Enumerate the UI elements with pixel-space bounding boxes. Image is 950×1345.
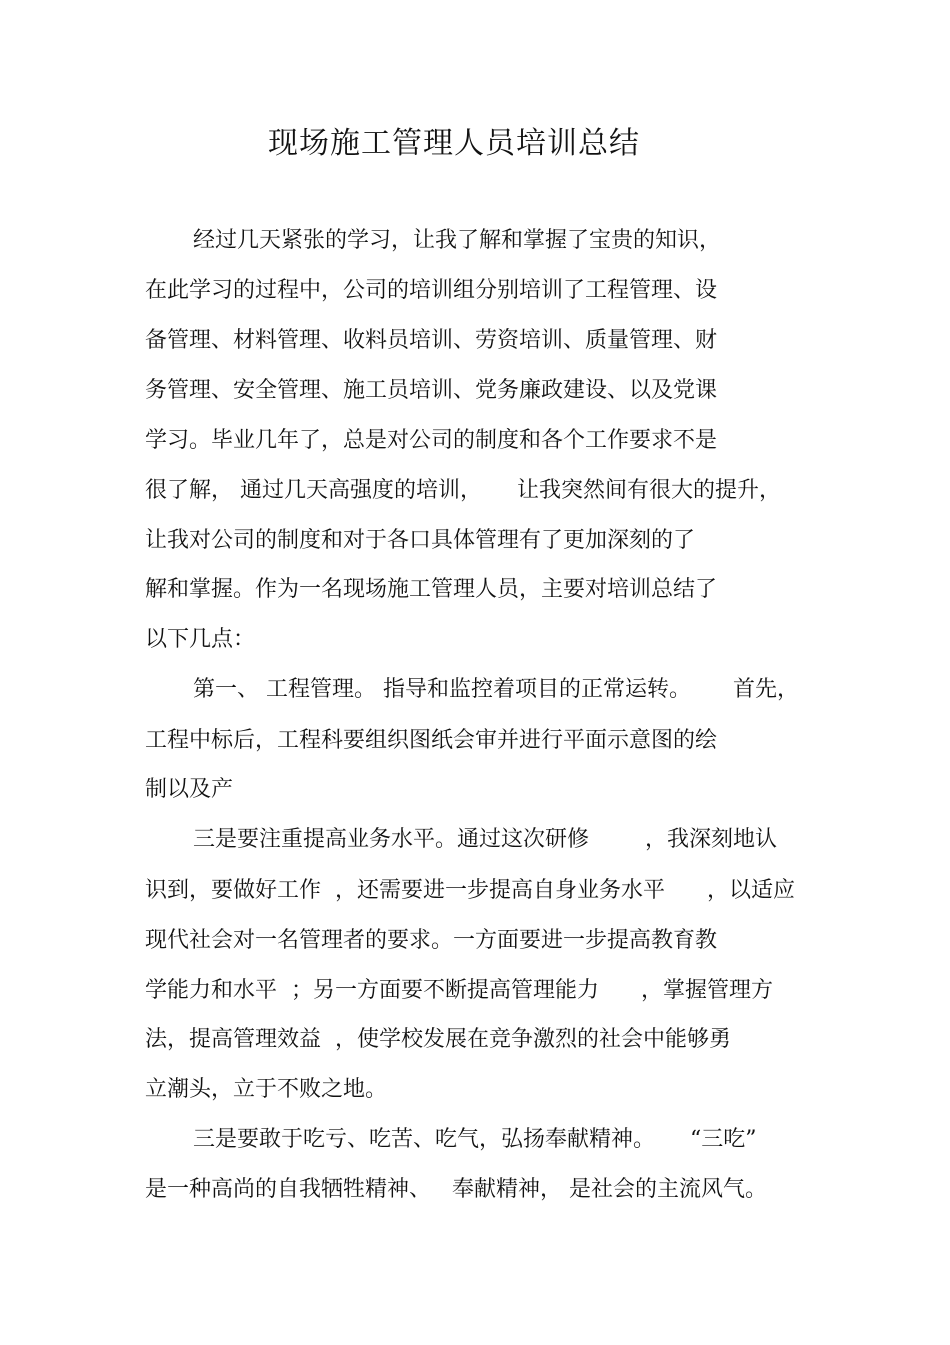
paragraph-line: 三是要注重提高业务水平。通过这次研修 ，我深刻地认: [193, 827, 777, 852]
paragraph-line: 学习。毕业几年了，总是对公司的制度和各个工作要求不是: [145, 428, 718, 453]
paragraph-line: 让我对公司的制度和对于各口具体管理有了更加深刻的了: [145, 528, 696, 553]
paragraph-line: 是一种高尚的自我牺牲精神、 奉献精神， 是社会的主流风气。: [145, 1177, 767, 1202]
paragraph-line: 在此学习的过程中，公司的培训组分别培训了工程管理、设: [145, 278, 718, 303]
paragraph-line: 工程中标后，工程科要组织图纸会审并进行平面示意图的绘: [145, 728, 718, 753]
document-title: 现场施工管理人员培训总结: [268, 126, 640, 161]
paragraph-line: 经过几天紧张的学习，让我了解和掌握了宝贵的知识，: [193, 228, 722, 253]
paragraph-line: 很了解， 通过几天高强度的培训， 让我突然间有很大的提升，: [145, 478, 781, 503]
paragraph-line: 立潮头，立于不败之地。: [145, 1077, 388, 1102]
paragraph-line: 学能力和水平 ；另一方面要不断提高管理能力 ，掌握管理方: [145, 978, 773, 1003]
paragraph-line: 以下几点：: [145, 627, 256, 652]
paragraph-line: 备管理、材料管理、收料员培训、劳资培训、质量管理、财: [145, 328, 718, 353]
paragraph-line: 制以及产: [145, 777, 234, 802]
paragraph-line: 法，提高管理效益 ，使学校发展在竞争激烈的社会中能够勇: [145, 1027, 731, 1052]
paragraph-line: 三是要敢于吃亏、吃苦、吃气，弘扬奉献精神。 “三吃”: [193, 1127, 757, 1152]
paragraph-line: 解和掌握。作为一名现场施工管理人员，主要对培训总结了: [145, 577, 718, 602]
paragraph-line: 现代社会对一名管理者的要求。一方面要进一步提高教育教: [145, 928, 718, 953]
paragraph-line: 务管理、安全管理、施工员培训、党务廉政建设、以及党课: [145, 378, 718, 403]
paragraph-line: 第一、 工程管理。 指导和监控着项目的正常运转。 首先，: [193, 677, 799, 702]
paragraph-line: 识到，要做好工作 ，还需要进一步提高自身业务水平 ，以适应: [145, 878, 795, 903]
